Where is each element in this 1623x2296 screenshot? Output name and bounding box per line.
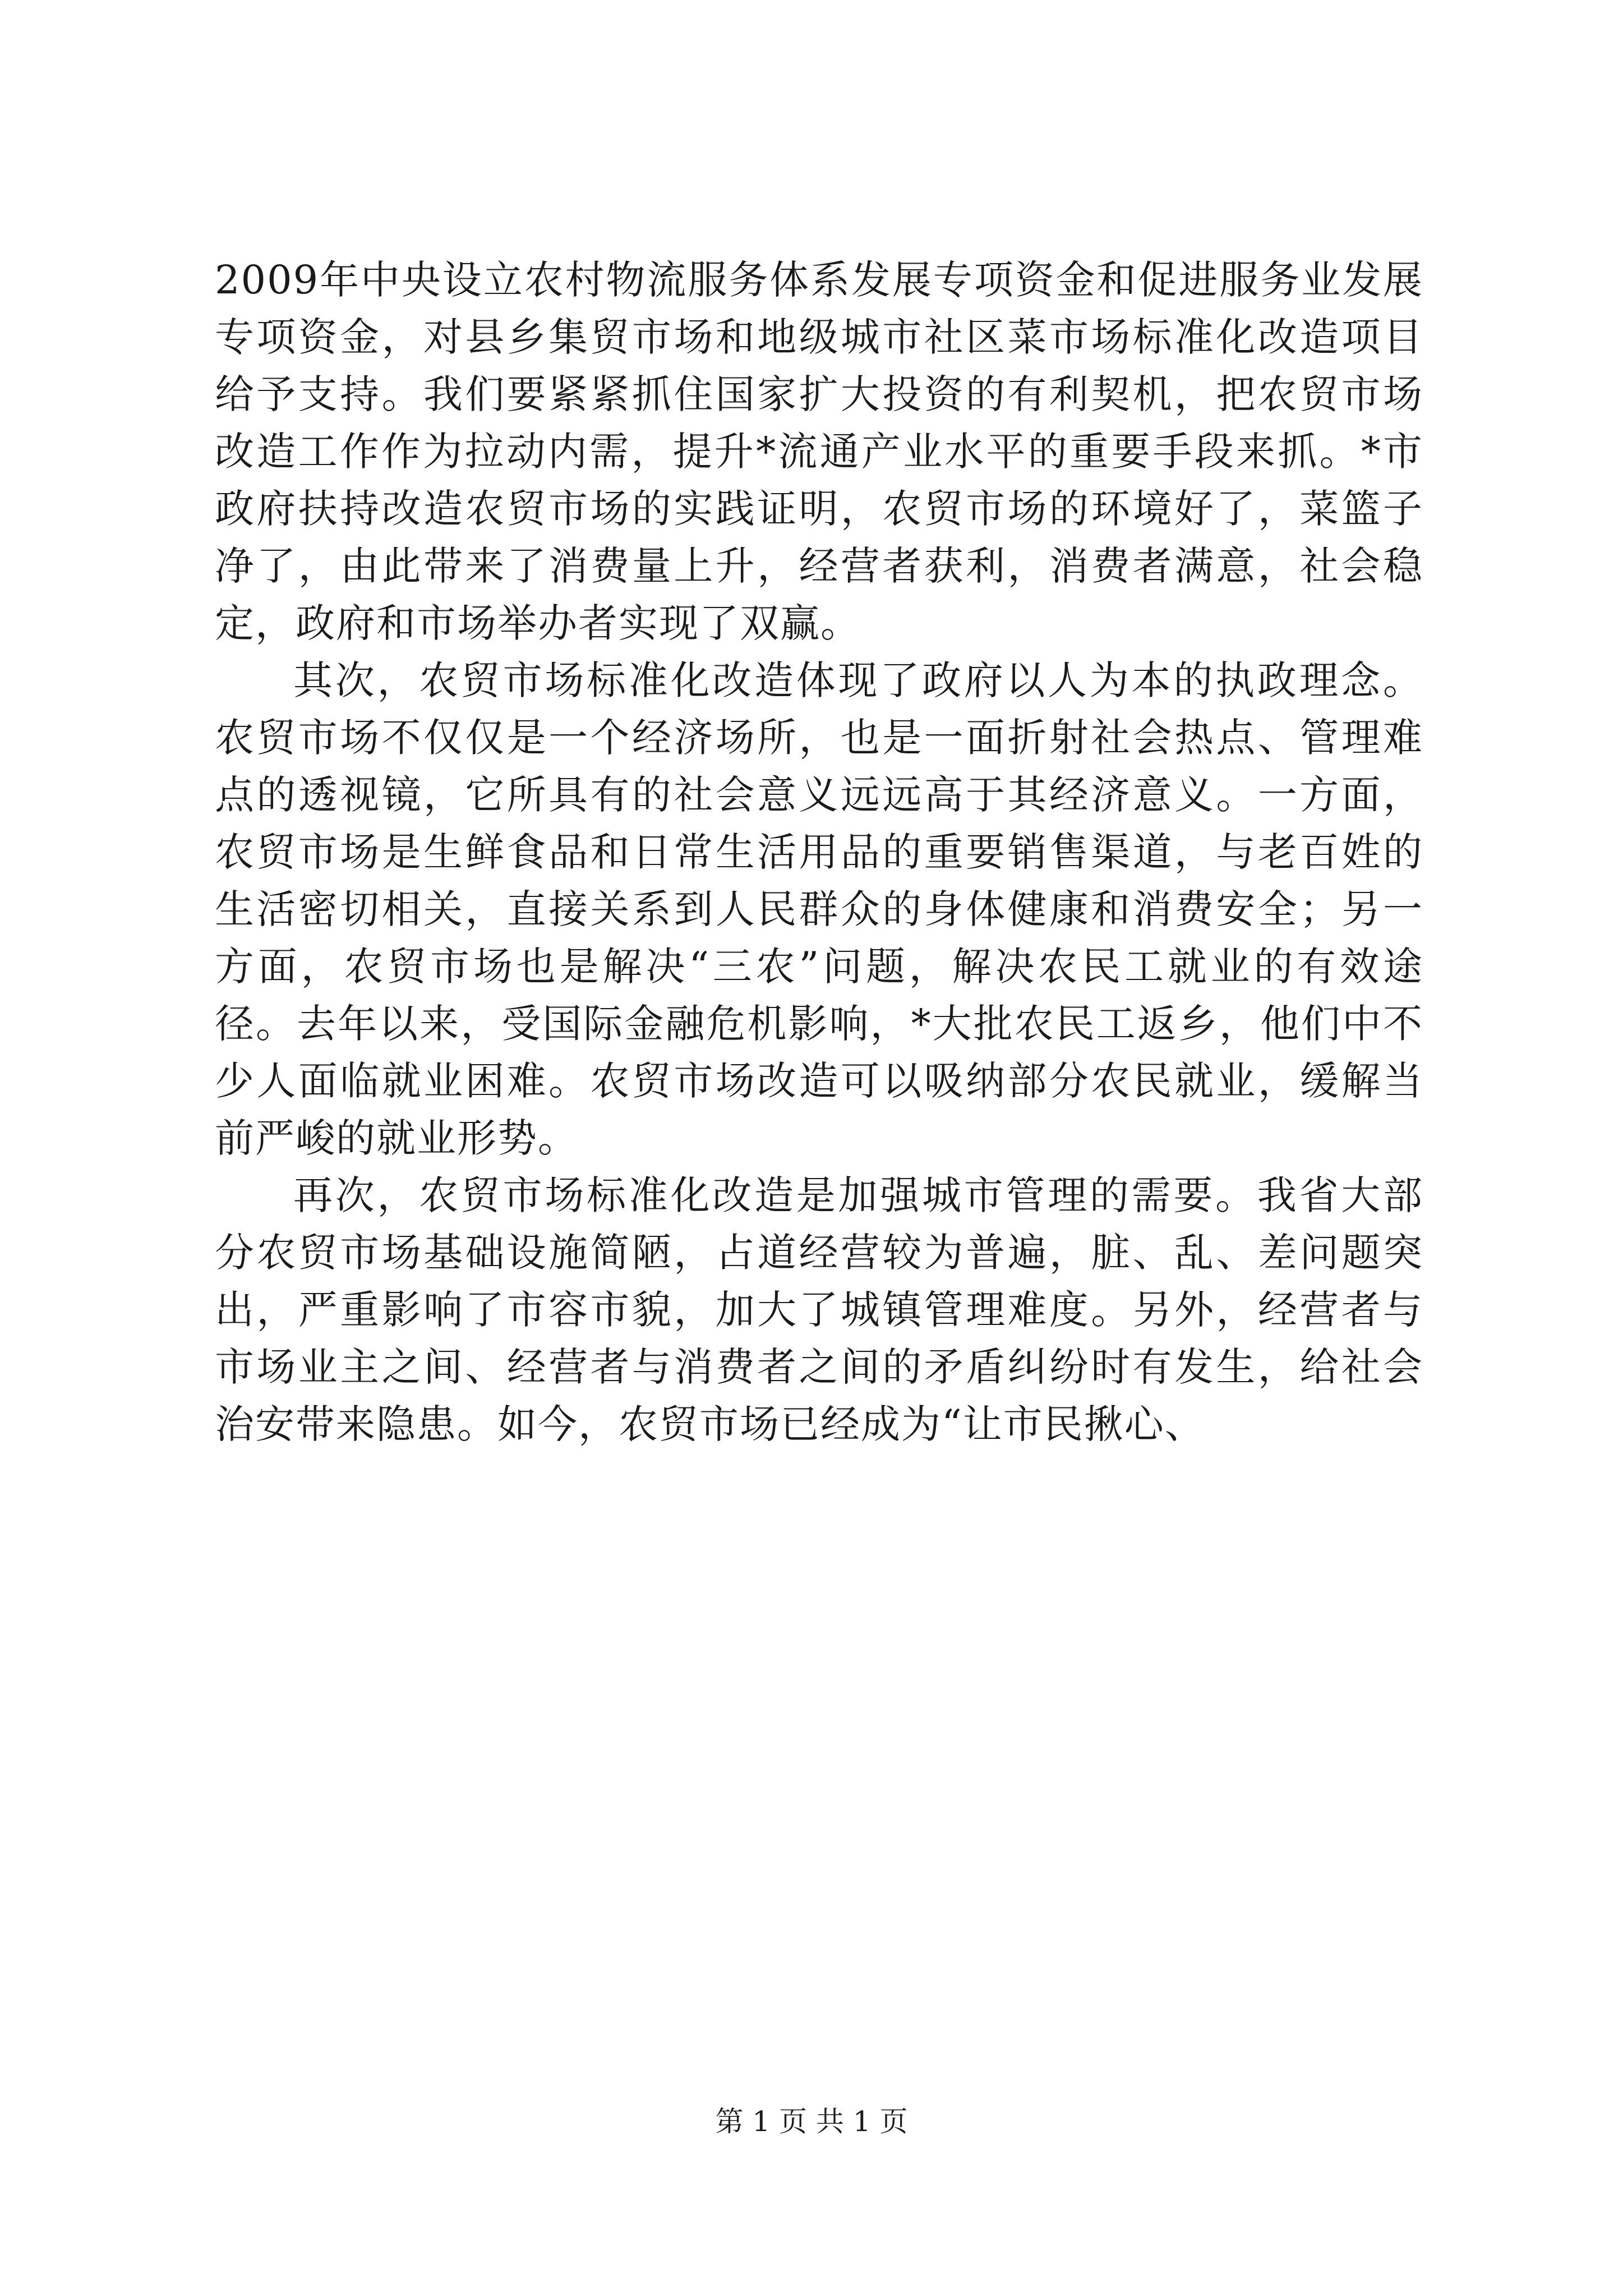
paragraph-1: 2009年中央设立农村物流服务体系发展专项资金和促进服务业发展专项资金，对县乡集贸市场和地级城市社区菜市场标准化改造项目给予支持。我们要紧紧抓住国家扩大投资的有利契机，把农贸市场改造工作作为拉动内需，提升*流通产业水平的重要手段来抓。*市政府扶持改造农贸市场的实践证明，农贸市场的环境好了，菜篮子净了，由此带来了消费量上升，经营者获利，消费者满意，社会稳定，政府和市场举办者实现了双赢。 — [215, 257, 1423, 646]
paragraph-2: 其次，农贸市场标准化改造体现了政府以人为本的执政理念。农贸市场不仅仅是一个经济场所，也是一面折射社会热点、管理难点的透视镜，它所具有的社会意义远远高于其经济意义。一方面，农贸市场是生鲜食品和日常生活用品的重要销售渠道，与老百姓的生活密切相关，直接关系到人民群众的身体健康和消费安全；另一方面，农贸市场也是解决“三农”问题，解决农民工就业的有效途径。去年以来，受国际金融危机影响，*大批农民工返乡，他们中不少人面临就业困难。农贸市场改造可以吸纳部分农民就业，缓解当前严峻的就业形势。 — [215, 657, 1423, 1161]
page-footer: 第 1 页 共 1 页 — [715, 2105, 908, 2138]
paragraph-3: 再次，农贸市场标准化改造是加强城市管理的需要。我省大部分农贸市场基础设施简陋，占道经营较为普遍，脏、乱、差问题突出，严重影响了市容市貌，加大了城镇管理难度。另外，经营者与市场业主之间、经营者与消费者之间的矛盾纠纷时有发生，给社会治安带来隐患。如今，农贸市场已经成为“让市民揪心、 — [215, 1172, 1423, 1447]
document-body — [215, 251, 1423, 1453]
